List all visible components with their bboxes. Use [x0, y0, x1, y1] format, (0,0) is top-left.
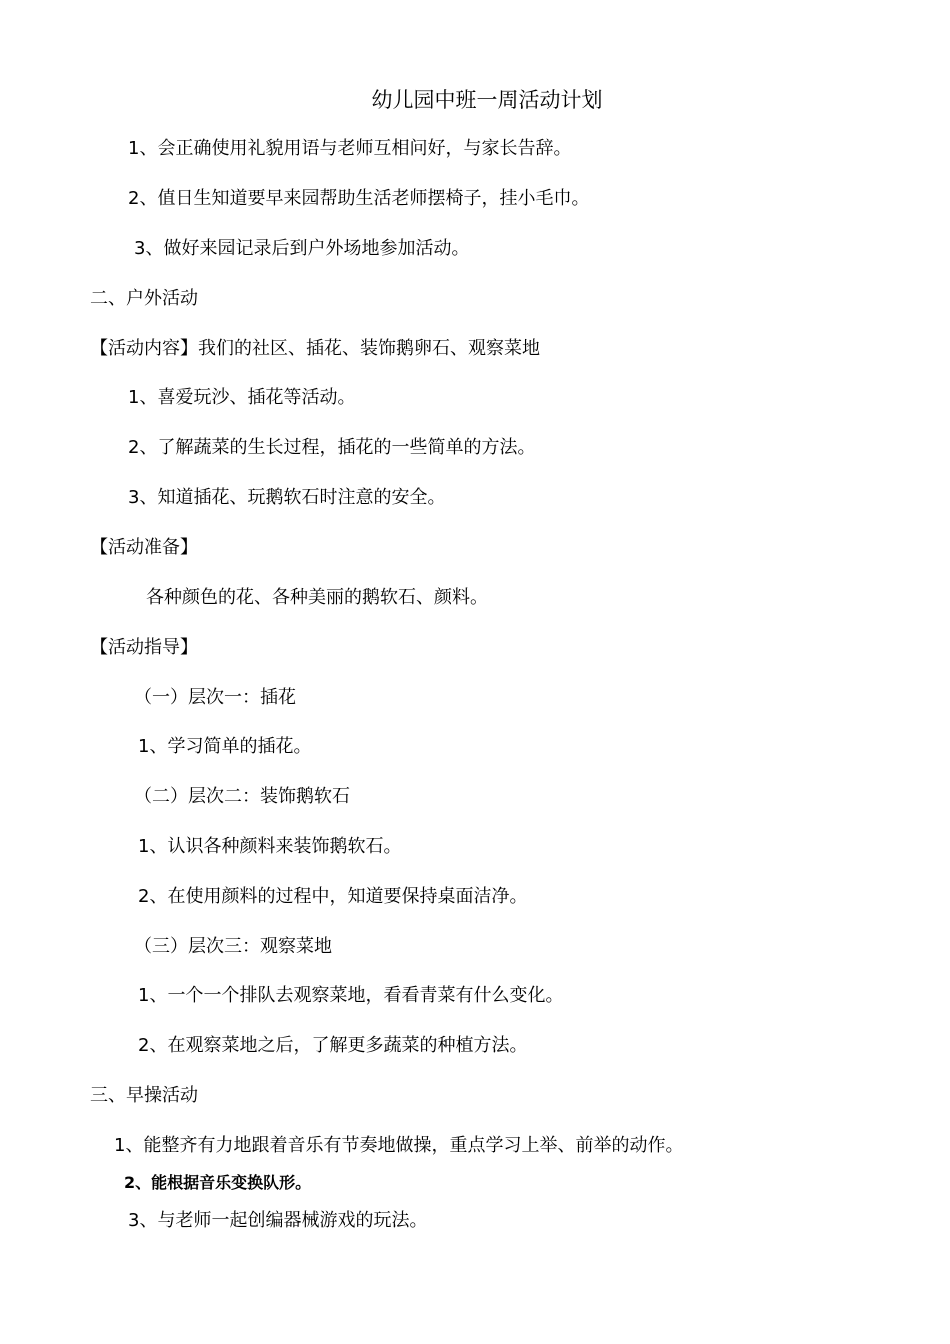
text-line: 1、一个一个排队去观察菜地，看看青菜有什么变化。: [138, 985, 564, 1006]
text-line: 各种颜色的花、各种美丽的鹅软石、颜料。: [146, 587, 488, 608]
text-line: 1、会正确使用礼貌用语与老师互相问好，与家长告辞。: [128, 138, 572, 159]
text-line: 1、喜爱玩沙、插花等活动。: [128, 387, 356, 408]
text-line: 【活动内容】我们的社区、插花、装饰鹅卵石、观察菜地: [90, 338, 540, 359]
text-line: 2、在观察菜地之后，了解更多蔬菜的种植方法。: [138, 1035, 528, 1056]
section-heading: 三、早操活动: [90, 1085, 198, 1106]
text-line: 3、知道插花、玩鹅软石时注意的安全。: [128, 487, 446, 508]
text-line: 2、能根据音乐变换队形。: [124, 1173, 312, 1192]
text-line: 2、值日生知道要早来园帮助生活老师摆椅子，挂小毛巾。: [128, 188, 590, 209]
text-line: （二）层次二：装饰鹅软石: [134, 786, 350, 807]
text-line: 1、学习简单的插花。: [138, 736, 312, 757]
text-line: 2、在使用颜料的过程中，知道要保持桌面洁净。: [138, 886, 528, 907]
text-line: 1、认识各种颜料来装饰鹅软石。: [138, 836, 402, 857]
text-line: （三）层次三：观察菜地: [134, 936, 332, 957]
text-line: 3、做好来园记录后到户外场地参加活动。: [134, 238, 470, 259]
text-line: 【活动准备】: [90, 537, 198, 558]
text-line: 2、了解蔬菜的生长过程，插花的一些简单的方法。: [128, 437, 536, 458]
document-title: 幼儿园中班一周活动计划: [371, 88, 603, 112]
text-line: 1、能整齐有力地跟着音乐有节奏地做操，重点学习上举、前举的动作。: [114, 1135, 684, 1156]
text-line: 3、与老师一起创编器械游戏的玩法。: [128, 1210, 428, 1231]
text-line: 【活动指导】: [90, 637, 198, 658]
section-heading: 二、户外活动: [90, 288, 198, 309]
text-line: （一）层次一：插花: [134, 687, 296, 708]
